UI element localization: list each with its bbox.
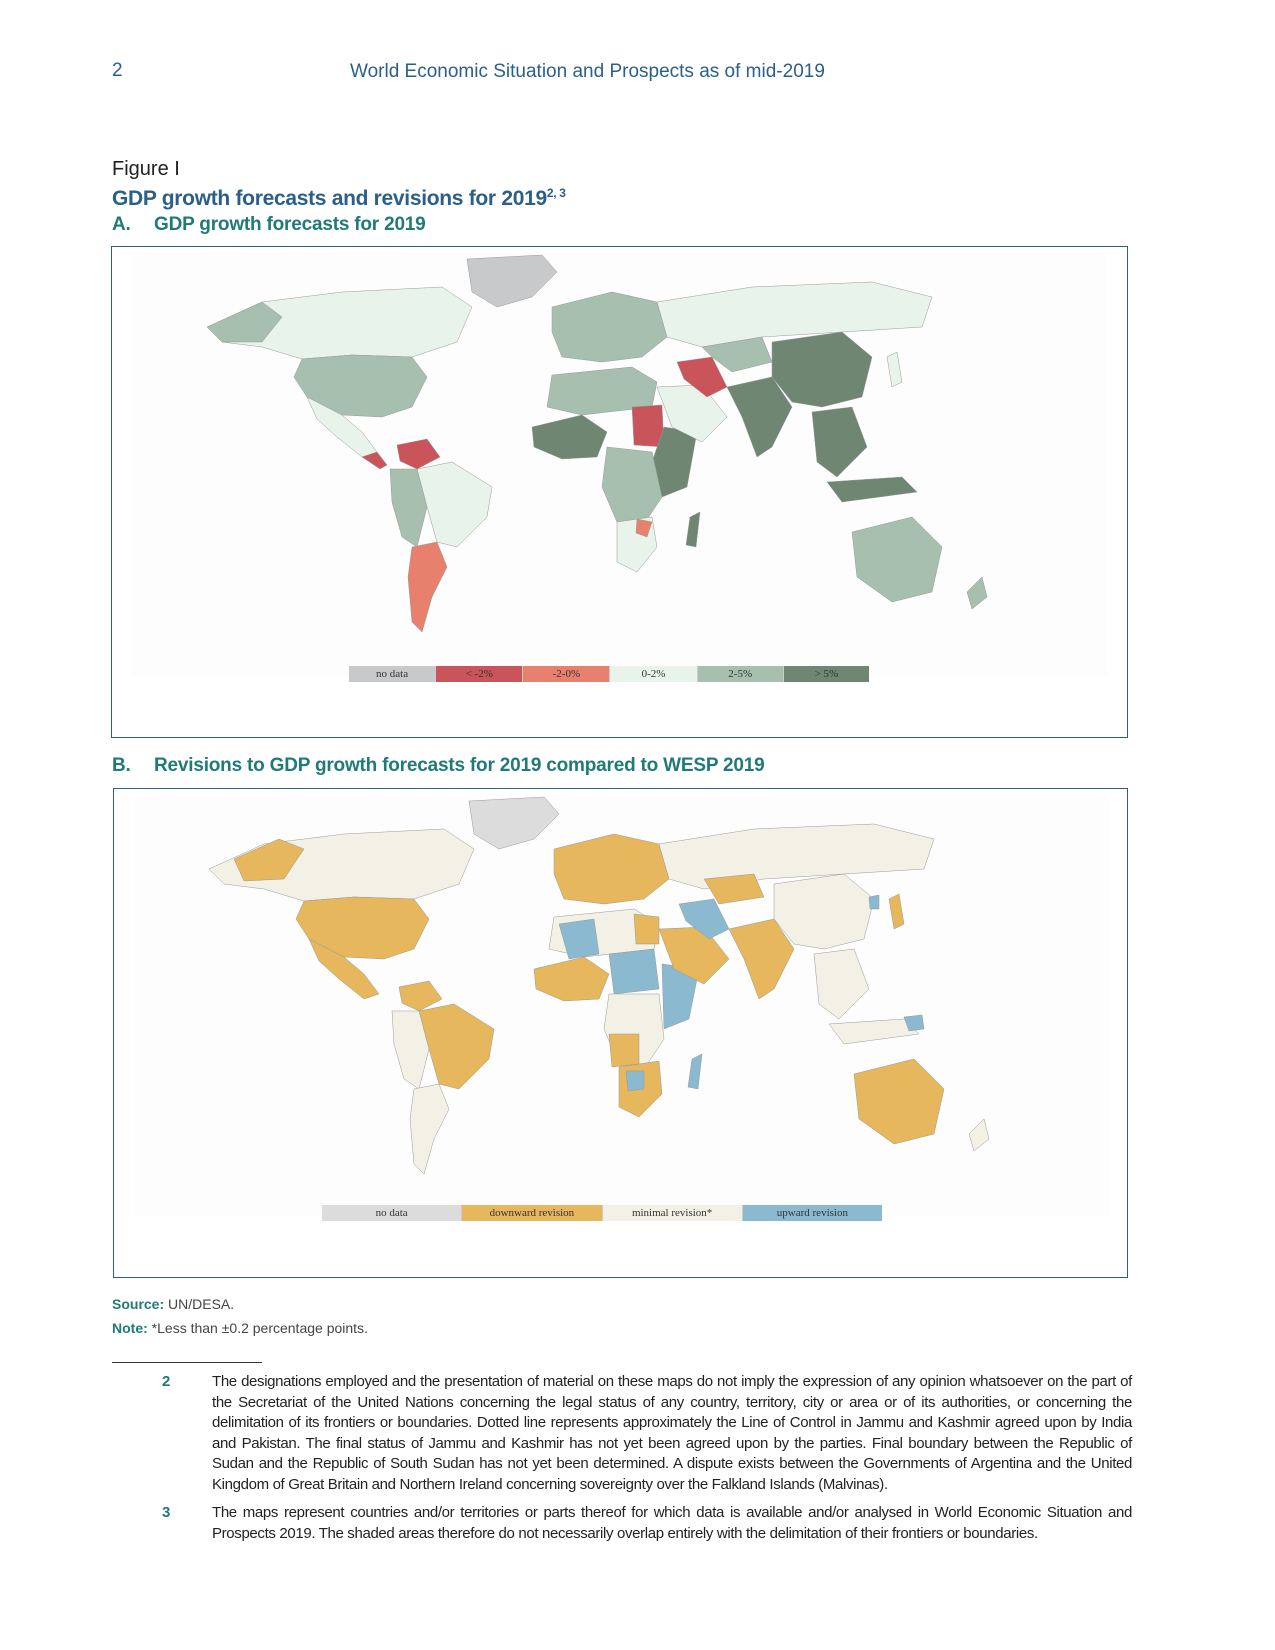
- footnote-3: [112, 1503, 1132, 1544]
- panel-a-map-frame: [111, 246, 1128, 738]
- world-map-gdp-forecasts: [112, 247, 1127, 737]
- figure-title-footnote-refs: 2, 3: [546, 186, 566, 200]
- panel-b-map-frame: [113, 788, 1128, 1278]
- panel-a-title: GDP growth forecasts for 2019: [154, 214, 426, 235]
- panel-a-legend: [349, 666, 869, 682]
- footnote-3-number: 3: [162, 1504, 171, 1521]
- figure-label: Figure I: [112, 158, 180, 180]
- panel-a-letter: A.: [112, 214, 131, 235]
- legend-a-no-data: no data: [349, 666, 436, 682]
- map-region-botswana: [626, 1071, 644, 1091]
- footnote-2-text: The designations employed and the presentation of material on these maps do not imply the expression of any opinion whatsoever on the part of the Secretariat of the United Nations concerning the legal status of any country, territory, city or area or of its authorities, or concerning the delimitation of its frontiers or boundaries. Dotted line represents approximately the Line of Control in Jammu and Kashmir agreed upon by India and Pakistan. The final status of Jammu and Kashmir has not yet been agreed upon by the parties. Final boundary between the Republic of Sudan and the Republic of South Sudan has not yet been determined. A dispute exists between the Governments of Argentina and the United Kingdom of Great Britain and Northern Ireland concerning sovereignty over the Falkland Islands (Malvinas).: [212, 1373, 1132, 1493]
- source-line: [112, 1296, 234, 1312]
- map-region-angola: [609, 1034, 639, 1067]
- note-label: Note:: [112, 1320, 148, 1336]
- panel-b-letter: B.: [112, 755, 131, 776]
- figure-title-text: GDP growth forecasts and revisions for 2019: [112, 187, 547, 210]
- panel-a-heading: [112, 214, 426, 236]
- panel-b-title: Revisions to GDP growth forecasts for 2019 compared to WESP 2019: [154, 755, 765, 776]
- running-title: World Economic Situation and Prospects as of mid-2019: [350, 61, 825, 82]
- footnote-2: [112, 1372, 1132, 1495]
- source-text: UN/DESA.: [168, 1296, 235, 1312]
- legend-b-downward-revision: downward revision: [462, 1205, 602, 1221]
- legend-b-minimal-revision: minimal revision*: [603, 1205, 743, 1221]
- legend-a-above-5: > 5%: [784, 666, 869, 682]
- legend-a-2-to-5: 2-5%: [698, 666, 784, 682]
- map-region-chad-sudan: [609, 949, 659, 994]
- legend-b-no-data: no data: [322, 1205, 462, 1221]
- legend-b-upward-revision: upward revision: [743, 1205, 882, 1221]
- map-region-korea: [869, 895, 879, 909]
- source-label: Source:: [112, 1296, 165, 1312]
- world-map-gdp-revisions: [114, 789, 1127, 1277]
- page-number: 2: [112, 60, 123, 81]
- panel-b-legend: [322, 1205, 882, 1221]
- legend-a-minus-2-to-0: -2-0%: [523, 666, 610, 682]
- figure-title: [112, 186, 566, 211]
- note-text: *Less than ±0.2 percentage points.: [151, 1320, 368, 1336]
- footnote-3-text: The maps represent countries and/or territories or parts thereof for which data is available and/or analysed in World Economic Situation and Prospects 2019. The shaded areas therefore do not necessarily overlap entirely with the delimitation of their frontiers or boundaries.: [212, 1504, 1132, 1542]
- panel-b-heading: [112, 755, 765, 777]
- note-line: [112, 1320, 368, 1336]
- legend-a-below-minus-2: < -2%: [436, 666, 523, 682]
- footnote-rule: [112, 1362, 262, 1363]
- legend-a-0-to-2: 0-2%: [610, 666, 697, 682]
- map-region-egypt: [634, 914, 659, 944]
- footnote-2-number: 2: [162, 1373, 171, 1390]
